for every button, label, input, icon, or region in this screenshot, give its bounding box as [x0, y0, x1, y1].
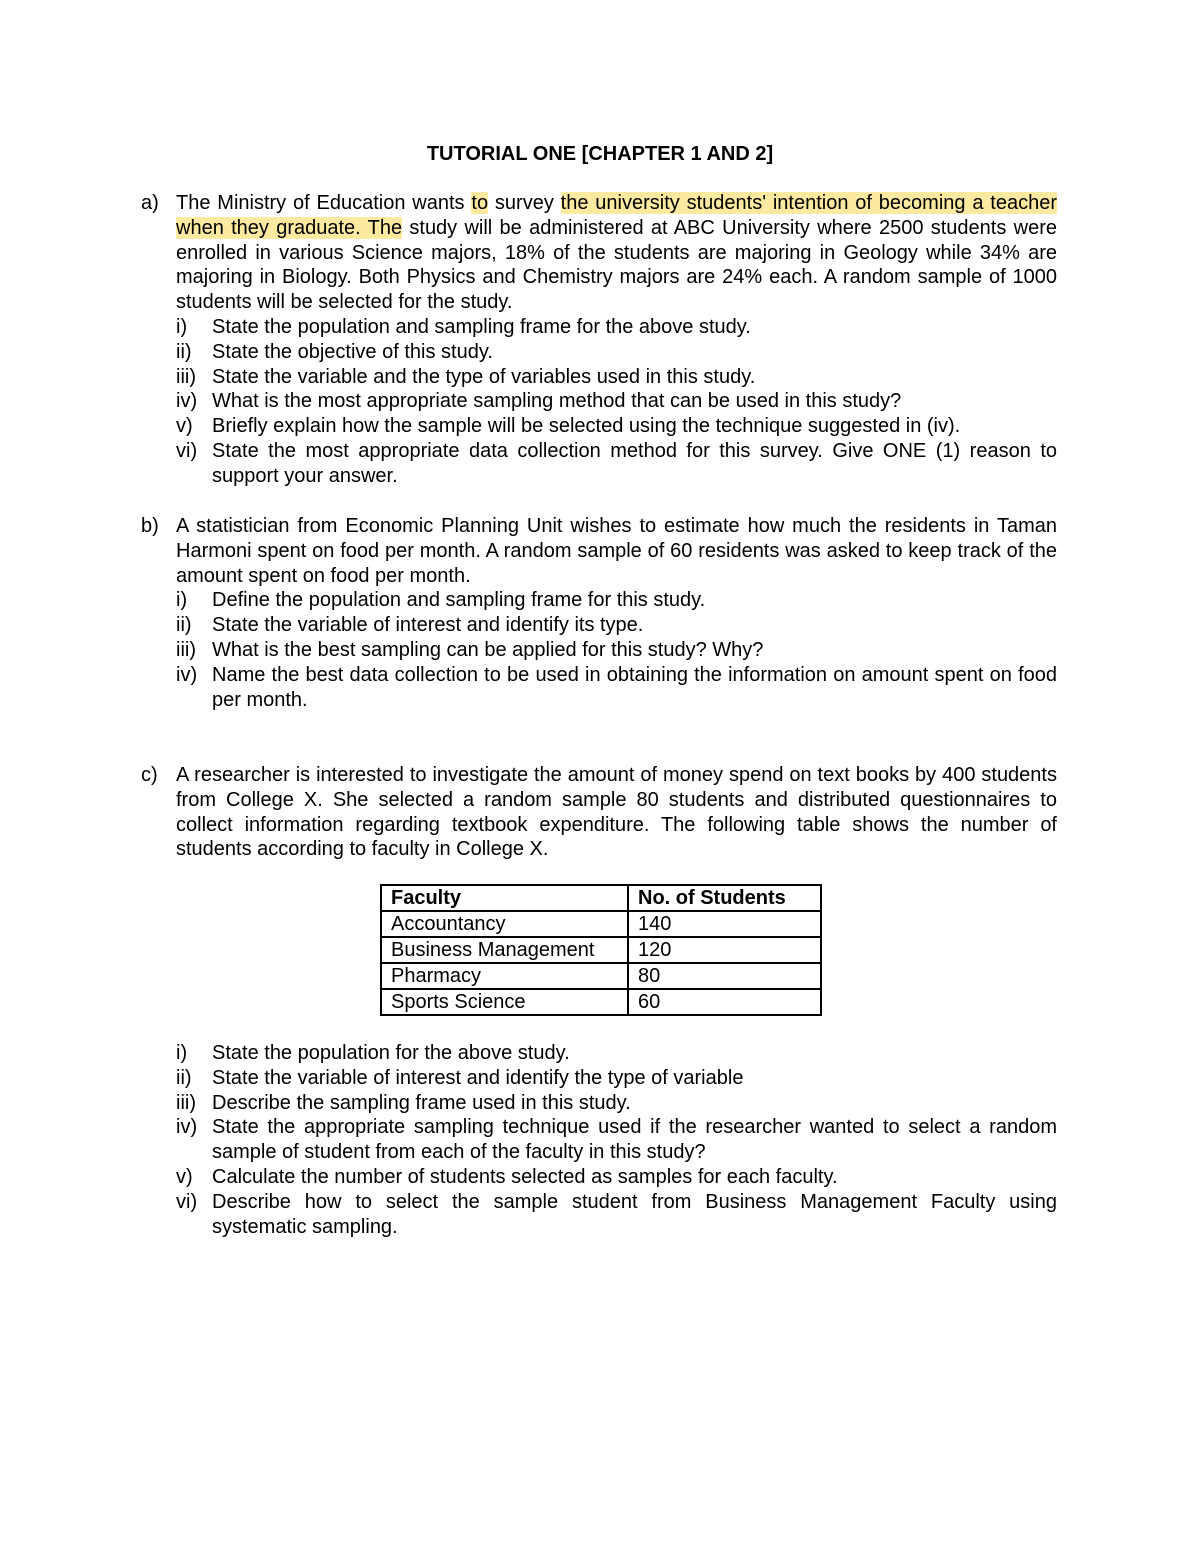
sub-question	[176, 1190, 1057, 1240]
sub-question	[176, 439, 1057, 489]
sub-question-number: v)	[176, 415, 193, 438]
sub-question-number: iii)	[176, 1091, 196, 1114]
sub-question-number: iv)	[176, 1116, 198, 1139]
question-text: A statistician from Economic Planning Unit wishes to estimate how much the residents in Taman Harmoni spent on food per month. A random sample of 60 residents was asked to keep track of the amount spent on food per month.	[176, 515, 1057, 587]
sub-question-number: i)	[176, 1042, 188, 1064]
sub-question	[176, 1091, 1057, 1116]
sub-question-text: State the variable of interest and identify its type.	[212, 614, 644, 637]
question-label: a)	[141, 192, 159, 214]
sub-question-text: State the variable of interest and identify the type of variable	[212, 1066, 744, 1089]
sub-question-number: iv)	[176, 390, 198, 413]
table-cell: 80	[628, 963, 821, 989]
highlighted-text: to	[471, 192, 489, 214]
table-cell: Business Management	[381, 937, 628, 963]
sub-question-number: vi)	[176, 439, 198, 462]
sub-question-text: State the objective of this study.	[212, 340, 493, 363]
sub-question-text: Briefly explain how the sample will be selected using the technique suggested in (iv).	[212, 415, 961, 438]
sub-question	[176, 588, 1057, 613]
table-row	[381, 911, 821, 937]
sub-question	[176, 1041, 1057, 1066]
sub-question	[176, 663, 1057, 713]
sub-question-text: Name the best data collection to be used in obtaining the information on amount spent on food per month.	[212, 663, 1057, 711]
sub-question-number: iv)	[176, 663, 198, 686]
table-cell: 60	[628, 989, 821, 1015]
sub-question	[176, 1066, 1057, 1091]
sub-question-number: i)	[176, 315, 188, 338]
text-segment: study will be administered at ABC University where 2500 students were enrolled in various Science majors, 18% of the students are majoring in Geology while 34% are majoring in Biology. Both Physics and Chemistry majors are 24% each. A random sample of 1000 students will be selected for the study.	[176, 216, 1057, 314]
sub-question-text: What is the most appropriate sampling method that can be used in this study?	[212, 390, 902, 413]
sub-question-text: State the population for the above study.	[212, 1042, 570, 1064]
question-text	[176, 191, 1057, 315]
sub-question-text: What is the best sampling can be applied for this study? Why?	[212, 638, 764, 661]
table-cell: Pharmacy	[381, 963, 628, 989]
question-label: c)	[141, 764, 158, 786]
sub-question-number: i)	[176, 589, 188, 612]
sub-question	[176, 315, 1057, 340]
sub-question-text: Define the population and sampling frame for this study.	[212, 589, 706, 612]
question-text: A researcher is interested to investigate the amount of money spend on text books by 400 students from College X. She selected a random sample 80 students and distributed questionnaires to collect information regarding textbook expenditure. The following table shows the number of students according to faculty in College X.	[176, 764, 1057, 861]
table-header-cell: Faculty	[381, 885, 628, 911]
sub-question-number: iii)	[176, 365, 196, 388]
sub-question	[176, 613, 1057, 638]
table-header-cell: No. of Students	[628, 885, 821, 911]
sub-question-number: v)	[176, 1165, 193, 1188]
table-row	[381, 989, 821, 1015]
sub-question	[176, 638, 1057, 663]
sub-question-text: State the appropriate sampling technique used if the researcher wanted to select a random sample of student from each of the faculty in this study?	[212, 1116, 1057, 1164]
table-row	[381, 963, 821, 989]
sub-question-list	[176, 1041, 1057, 1239]
table-cell: 140	[628, 911, 821, 937]
sub-question-text: State the population and sampling frame for the above study.	[212, 315, 751, 338]
sub-question	[176, 414, 1057, 439]
sub-question-list	[176, 588, 1057, 712]
table-cell: Accountancy	[381, 911, 628, 937]
text-segment: The Ministry of Education wants	[176, 192, 472, 214]
sub-question-text: Calculate the number of students selected as samples for each faculty.	[212, 1165, 838, 1188]
table-header-row	[381, 885, 821, 911]
question-label: b)	[141, 515, 159, 537]
sub-question	[176, 1115, 1057, 1165]
sub-question	[176, 1165, 1057, 1190]
page-title: TUTORIAL ONE [CHAPTER 1 AND 2]	[426, 143, 774, 165]
sub-question-number: ii)	[176, 340, 192, 363]
sub-question-text: State the most appropriate data collection method for this survey. Give ONE (1) reason to support your answer.	[212, 439, 1057, 487]
text-segment: survey	[488, 192, 561, 214]
sub-question-text: Describe the sampling frame used in this study.	[212, 1091, 631, 1114]
sub-question-number: iii)	[176, 638, 196, 661]
highlighted-text: the university students' intention of becoming a teacher when they graduate. The	[176, 192, 1058, 239]
question-c-subquestions	[141, 1041, 1057, 1239]
sub-question-text: State the variable and the type of variables used in this study.	[212, 365, 756, 388]
question-a	[141, 191, 1057, 489]
sub-question-number: vi)	[176, 1190, 198, 1213]
question-c	[141, 763, 1057, 862]
question-b	[141, 514, 1057, 712]
table-cell: Sports Science	[381, 989, 628, 1015]
sub-question-number: ii)	[176, 614, 192, 637]
sub-question	[176, 340, 1057, 365]
sub-question	[176, 365, 1057, 390]
table-cell: 120	[628, 937, 821, 963]
sub-question-list	[176, 315, 1057, 489]
faculty-table	[380, 884, 822, 1016]
sub-question-number: ii)	[176, 1066, 192, 1089]
sub-question-text: Describe how to select the sample student from Business Management Faculty using systematic sampling.	[212, 1190, 1057, 1238]
table-row	[381, 937, 821, 963]
sub-question	[176, 389, 1057, 414]
